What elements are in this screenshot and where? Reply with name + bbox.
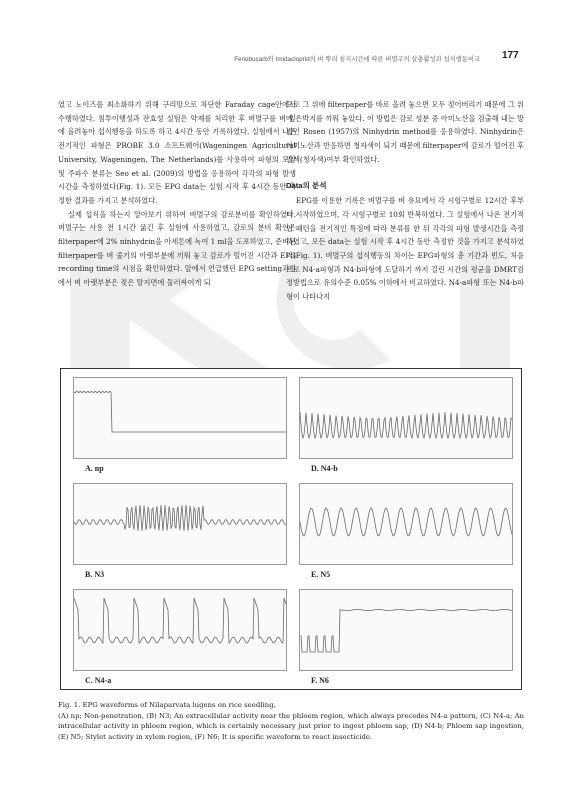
figure-caption — [58, 700, 524, 742]
panel-n4b — [291, 371, 517, 475]
panel-label-n3: B. N3 — [85, 570, 105, 579]
panel-label-n4b: D. N4-b — [311, 464, 338, 473]
section-title: Data의 분석 — [286, 180, 327, 190]
running-title: Fenobucarb와 Imidacloprid의 벼 뿌리 침지시간에 따른 벼멸구의 살충활성과 섭식행동비교 — [234, 56, 480, 63]
panel-label-n4a: C. N4-a — [85, 676, 112, 685]
left-paragraph-2: 실제 섭식을 하는지 알아보기 위하여 벼멸구의 감로분비를 확인하였다. 벼멸구는 사용 전 1시간 굶긴 후 실험에 사용하였고, 감로의 분비 확인은 filterpaper에 2% ninhydrin을 아세톤에 녹여 1 ml을 도포하였고, 준비된 filterpaper를 벼 줄기의 아랫부분에 끼워 놓고 감로가 떨어진 시간과 EPG recording time의 시점을 확인하였다. 앞에서 언급했던 EPG setting과정에서 벼 아랫부분은 젖은 탈지면에 둘러싸이게 되 — [58, 209, 296, 288]
waveform-plot-n5 — [299, 483, 513, 565]
caption-body: (A) np; Non-penetration, (B) N3; An extracellular activity near the phloem region, which always precedes N4-a pattern, (C) N4-a; An intracellular activity in phloem region, which is certainly necessary just prior to ingest phloem sap, (D) N4-b; Phloem sap ingestion, (E) N5; Stylet activity in xylem region, (F) N6; It is specific waveform to react insecticide. — [58, 711, 524, 741]
panel-label-n5: E. N5 — [311, 570, 331, 579]
caption-title: Fig. 1. EPG waveforms of Nilaparvata lugens on rice seedling. — [58, 701, 276, 709]
panel-n4a — [65, 583, 291, 687]
panel-n3 — [65, 477, 291, 581]
left-column — [58, 98, 296, 290]
right-column — [286, 98, 524, 304]
right-paragraph-2: EPG를 이용한 기록은 벼멸구를 벼 유묘에서 각 시험구별로 12시간 후부터 시작하였으며, 각 시험구별로 10회 반복하였다. 그 실험에서 나온 전기적인 패턴을 전기적인 특징에 따라 분류를 한 뒤 각각의 파형 발생시간을 측정하였고, 모든 data는 실험 시작 후 4시간 동안 측정한 것을 가지고 분석하였다(Fig. 1). 벼멸구의 섭식행동의 차이는 EPG파형의 총 기간과 빈도, 처음으로 N4-a파형과 N4-b파형에 도달하기 까지 걸린 시간의 평균을 DMRT검정방법으로 유의수준 0.05% 이하에서 비교하였다. N4-a파형 또는 N4-b파형이 나타나지 — [286, 196, 524, 302]
waveform-np-svg — [74, 378, 286, 458]
panel-n5 — [291, 477, 517, 581]
page-number: 177 — [502, 50, 519, 61]
waveform-plot-n6 — [299, 589, 513, 671]
figure-1 — [60, 368, 522, 690]
panel-label-np: A. np — [85, 464, 104, 473]
left-paragraph-1: 였고 노이즈를 최소화하기 위해 구리망으로 차단한 Faraday cage안에서 수행하였다. 침투이행성과 잔효성 실험은 약제를 처리한 후 벼멸구를 벼 잎에 올려놓아 섭식행동을 하도록 하고 4시간 동안 기록하였다. 실험에서 나온 전기적인 파형은 PROBE 3.0 소프트웨어(Wageningen Agricultural University, Wageningen, The Netherlands)를 사용하여 파형의 모양 및 주파수 분류는 Seo et al. (2009)의 방법을 응용하여 각각의 파형 발생 시간을 측정하였다(Fig. 1). 모든 EPG data는 실험 시작 후 4시간 동안 측정한 결과를 가지고 분석하였다. — [58, 100, 296, 205]
waveform-n4b-svg — [300, 378, 512, 458]
waveform-n6-svg — [300, 590, 512, 670]
waveform-plot-n4b — [299, 377, 513, 459]
right-paragraph-1: 므로 그 위에 filterpaper를 바로 올려 놓으면 모두 젖어버리기 때문에 그 위에 은박지를 끼워 놓았다. 이 방법은 감로 성분 중 아미노산을 검출해 내는 방법인 Rosen (1957)의 Ninhydrin method를 응용하였다. Ninhydrin은 아미노산과 반응하면 청자색이 되기 때문에 filterpaper에 감로가 떨어진 후 발색(청자색)여부 확인하였다. — [286, 100, 524, 164]
waveform-plot-n3 — [73, 483, 287, 565]
waveform-n3-svg — [74, 484, 286, 564]
waveform-n4a-svg — [74, 590, 286, 670]
waveform-n5-svg — [300, 484, 512, 564]
waveform-plot-n4a — [73, 589, 287, 671]
waveform-plot-np — [73, 377, 287, 459]
panel-np — [65, 371, 291, 475]
panel-n6 — [291, 583, 517, 687]
panel-label-n6: F. N6 — [311, 676, 329, 685]
